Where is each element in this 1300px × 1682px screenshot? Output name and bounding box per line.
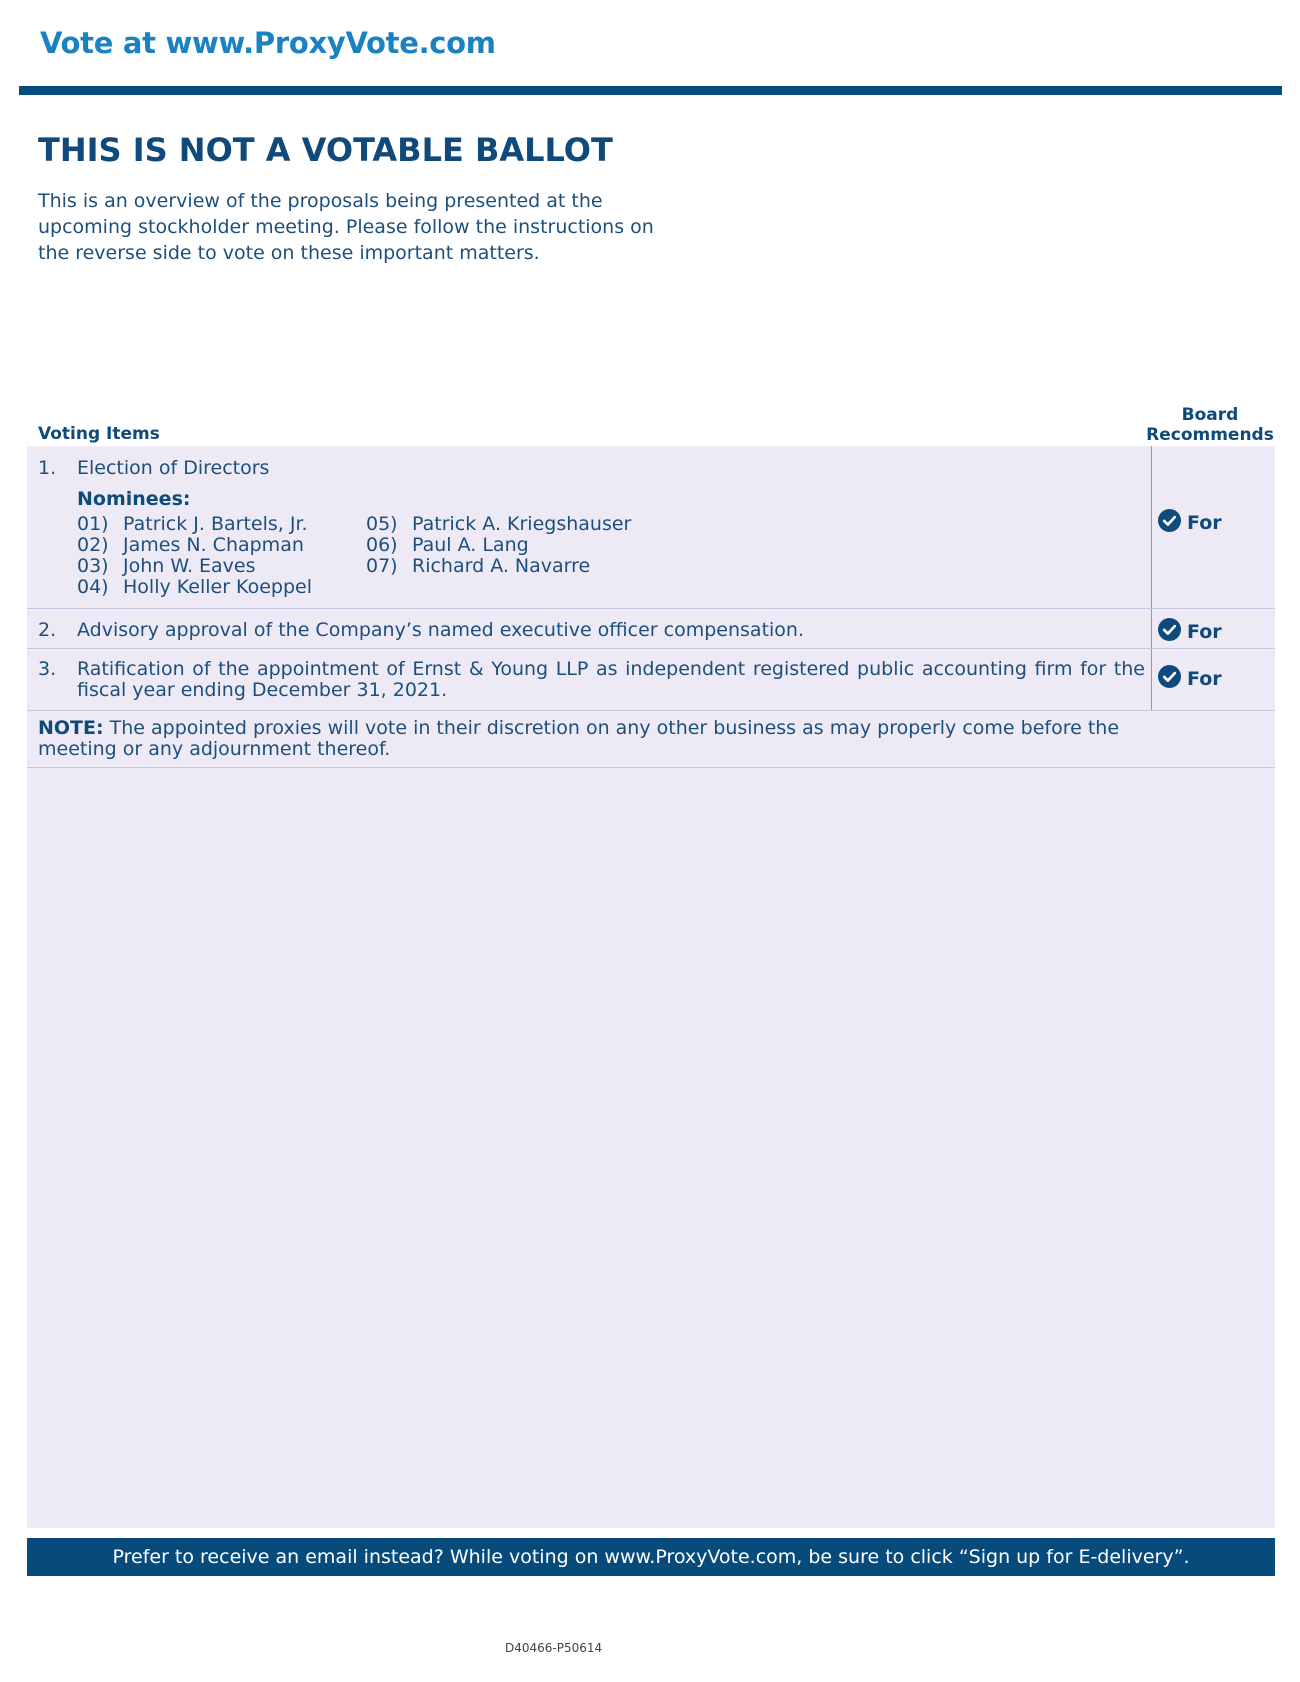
nominee-number: 01)	[77, 513, 109, 535]
edelivery-text: Prefer to receive an email instead? While voting on www.ProxyVote.com, be sure to click “Sign up for E-delivery”.	[112, 1546, 1190, 1568]
check-circle-icon	[1158, 618, 1187, 646]
item-3-number: 3.	[38, 658, 57, 680]
item-2-text: Advisory approval of the Company’s named executive officer compensation.	[77, 619, 805, 641]
nominees-label: Nominees:	[77, 488, 191, 510]
nominee-name: Patrick J. Bartels, Jr.	[123, 513, 308, 535]
nominee-name: Paul A. Lang	[412, 534, 529, 556]
vote-at-proxyvote-link[interactable]: Vote at www.ProxyVote.com	[40, 26, 496, 60]
voting-items-heading: Voting Items	[38, 424, 160, 444]
nominee-04	[77, 577, 312, 598]
recommendation-label: For	[1187, 512, 1222, 534]
recommendation-label: For	[1187, 668, 1222, 690]
board-recommends-line1: Board	[1181, 405, 1239, 425]
note-text	[38, 718, 1148, 760]
edelivery-banner	[27, 1538, 1275, 1576]
item-2-recommendation	[1158, 618, 1222, 646]
header-rule	[19, 86, 1282, 95]
item-3-recommendation	[1158, 665, 1222, 693]
item-number: 1.	[38, 457, 57, 479]
board-recommends-heading	[1145, 405, 1275, 445]
nominee-03	[77, 556, 256, 577]
nominee-number: 06)	[366, 534, 398, 556]
intro-text: This is an overview of the proposals being presented at the upcoming stockholder meeting. Please follow the instructions on the reverse side to vote on these important matters.	[38, 190, 654, 264]
nominee-05	[366, 514, 631, 535]
row-divider	[27, 608, 1275, 609]
note-label: NOTE:	[38, 717, 104, 739]
nominee-number: 02)	[77, 534, 109, 556]
row-divider	[27, 710, 1275, 711]
recommendation-label: For	[1187, 621, 1222, 643]
nominee-number: 07)	[366, 555, 398, 577]
check-circle-icon	[1158, 509, 1187, 537]
page-title: THIS IS NOT A VOTABLE BALLOT	[38, 131, 613, 169]
recommendation-divider	[1151, 446, 1152, 711]
nominee-01	[77, 514, 308, 535]
document-code: D40466-P50614	[505, 1641, 603, 1655]
nominee-name: James N. Chapman	[123, 534, 304, 556]
check-circle-icon	[1158, 665, 1187, 693]
row-divider	[27, 648, 1275, 649]
item-3-text: Ratification of the appointment of Ernst & Young LLP as independent registered public accounting firm for the fiscal year ending December 31, 2021.	[77, 658, 1145, 701]
nominee-02	[77, 535, 304, 556]
nominee-06	[366, 535, 529, 556]
nominee-number: 05)	[366, 513, 398, 535]
nominee-07	[366, 556, 590, 577]
item-2-number: 2.	[38, 619, 57, 641]
nominee-name: Richard A. Navarre	[412, 555, 591, 577]
row-divider	[27, 767, 1275, 768]
nominee-number: 03)	[77, 555, 109, 577]
board-recommends-line2: Recommends	[1146, 425, 1274, 445]
nominee-name: Holly Keller Koeppel	[123, 576, 312, 598]
item-1-recommendation	[1158, 509, 1222, 537]
nominee-name: John W. Eaves	[123, 555, 256, 577]
nominee-number: 04)	[77, 576, 109, 598]
item-1-text: Election of Directors	[77, 457, 270, 479]
note-body: The appointed proxies will vote in their discretion on any other business as may properly come before the meeting or any adjournment thereof.	[38, 717, 1120, 760]
nominee-name: Patrick A. Kriegshauser	[412, 513, 632, 535]
